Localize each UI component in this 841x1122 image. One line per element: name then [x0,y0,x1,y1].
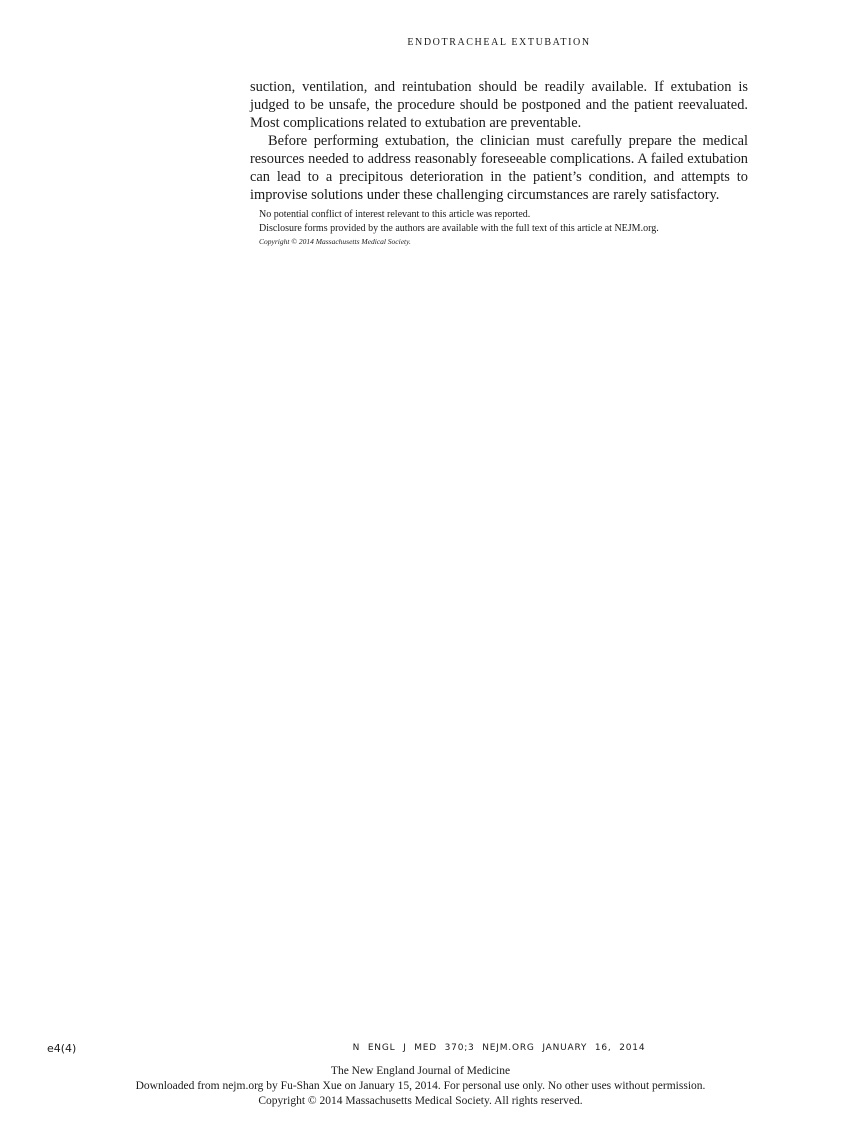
journal-name: The New England Journal of Medicine [330,1065,511,1077]
running-title: ENDOTRACHEAL EXTUBATION [407,37,591,48]
body-paragraph-2: Before performing extubation, the clinician must carefully prepare the medical resources needed to address reasonably foreseeable complications. A failed extubation can lead to a precipitous deterioration in the patient’s condition, and attempts to improvise solutions under these challenging circumstances are rarely satisfactory. [250,133,748,203]
rights-line: Copyright © 2014 Massachusetts Medical Society. All rights reserved. [258,1095,583,1107]
download-notice [0,1064,841,1109]
page-number: e4(4) [47,1042,77,1055]
body-paragraph-1: suction, ventilation, and reintubation should be readily available. If extubation is judged to be unsafe, the procedure should be postponed and the patient reevaluated. Most complications related to extubation are preventable. [250,79,748,131]
article-copyright: Copyright © 2014 Massachusetts Medical Society. [259,237,411,246]
article-body [250,78,748,248]
download-line: Downloaded from nejm.org by Fu-Shan Xue on January 15, 2014. For personal use only. No other uses without permission. [135,1080,706,1092]
article-notes [250,208,748,248]
disclosure-note: Disclosure forms provided by the authors are available with the full text of this article at NEJM.org. [259,223,659,234]
journal-citation: N ENGL J MED 370;3 NEJM.ORG JANUARY 16, 2014 [352,1043,646,1053]
conflict-of-interest-note: No potential conflict of interest relevant to this article was reported. [259,209,531,220]
